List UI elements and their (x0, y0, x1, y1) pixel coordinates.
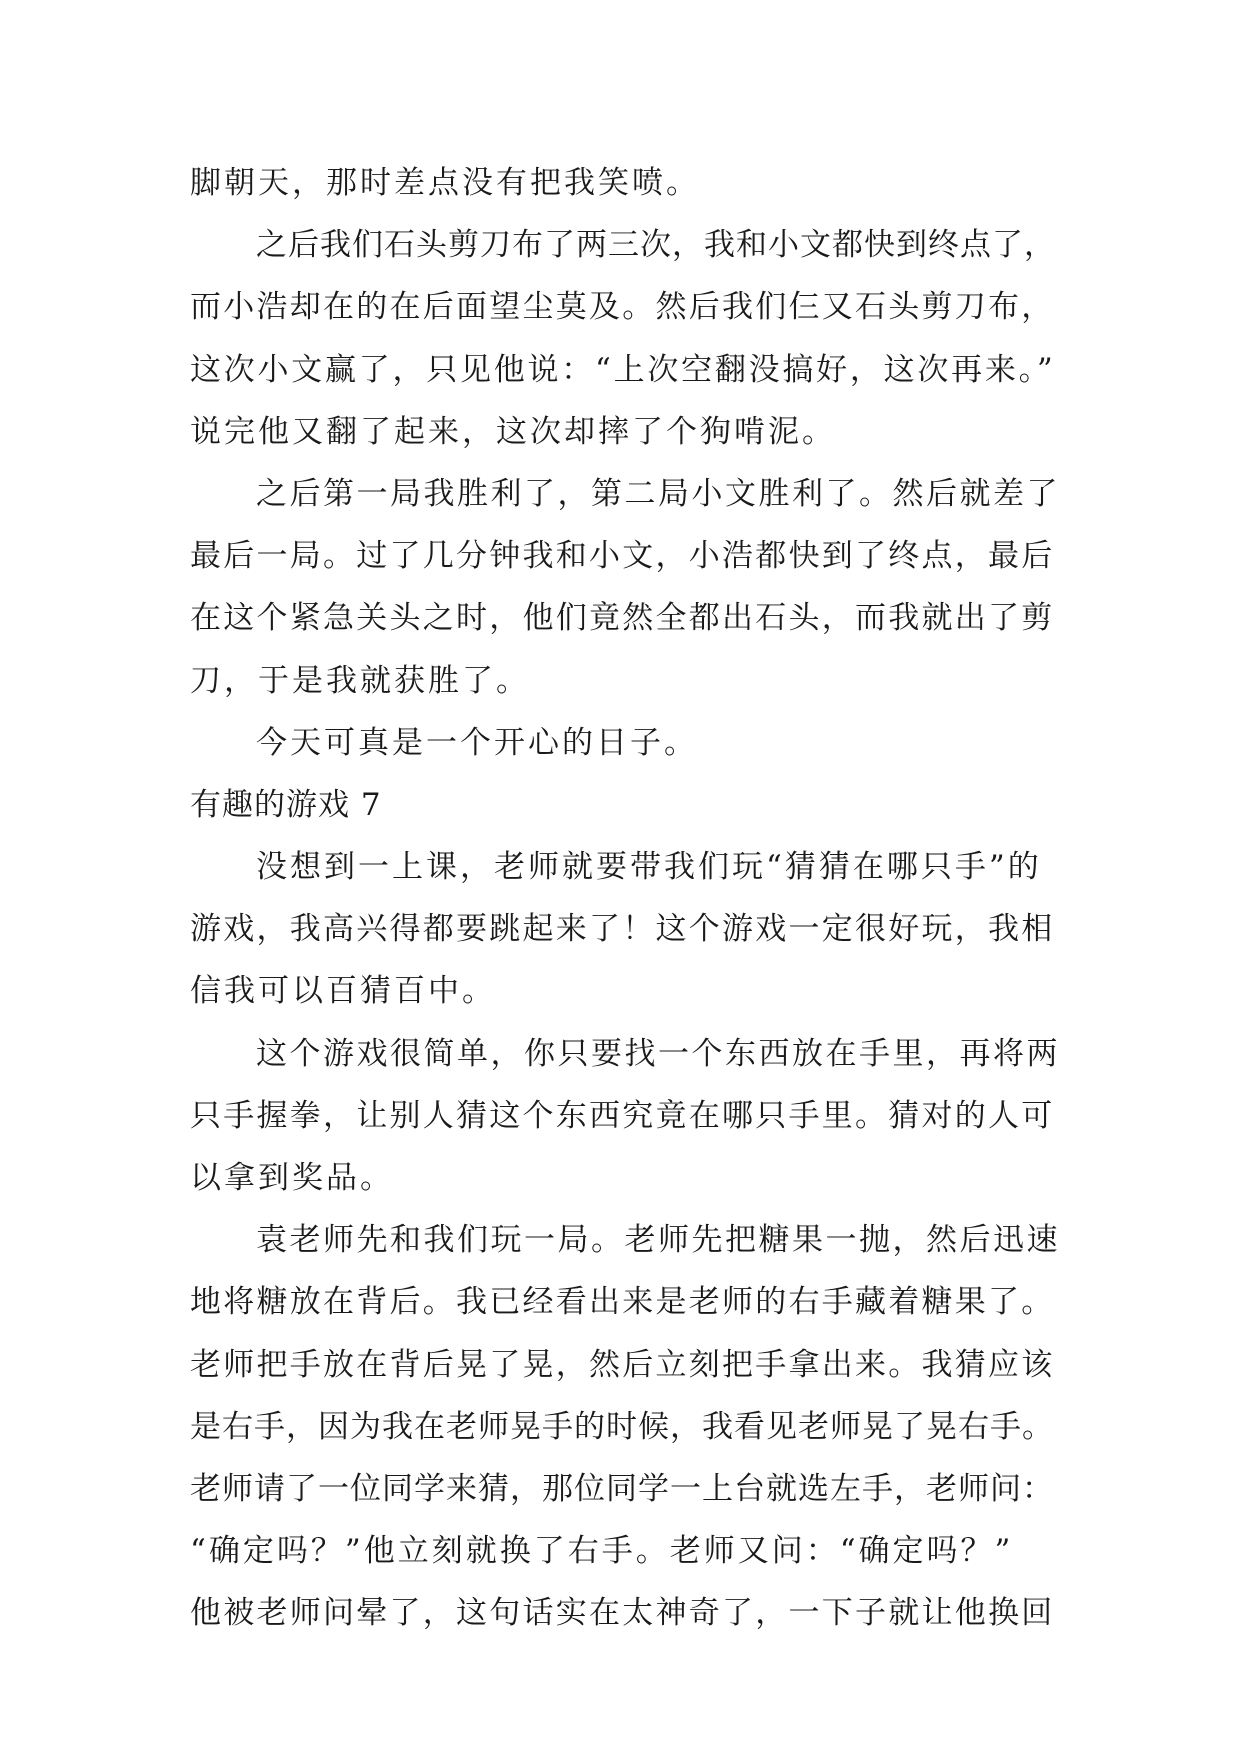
text-line-15: 这个游戏很简单，你只要找一个东西放在手里，再将两 (256, 1035, 1060, 1072)
text-line-8: 在这个紧急关头之时，他们竟然全都出石头，而我就出了剪 (190, 600, 1055, 637)
text-line-13: 游戏，我高兴得都要跳起来了！这个游戏一定很好玩，我相 (190, 911, 1055, 948)
text-line-16: 只手握拳，让别人猜这个东西究竟在哪只手里。猜对的人可 (190, 1097, 1055, 1134)
text-line-24: 他被老师问晕了，这句话实在太神奇了，一下子就让他换回 (190, 1595, 1055, 1632)
text-line-21: 是右手，因为我在老师晃手的时候，我看见老师晃了晃右手。 (190, 1408, 1054, 1445)
text-line-1: 脚朝天，那时差点没有把我笑喷。 (190, 165, 700, 201)
text-line-19: 地将糖放在背后。我已经看出来是老师的右手藏着糖果了。 (190, 1284, 1055, 1321)
document-body (190, 152, 1060, 1645)
text-line-18: 袁老师先和我们玩一局。老师先把糖果一抛，然后迅速 (256, 1222, 1060, 1259)
text-line-5: 说完他又翻了起来，这次却摔了个狗啃泥。 (190, 413, 836, 450)
text-line-10: 今天可真是一个开心的日子。 (256, 724, 698, 761)
text-line-20: 老师把手放在背后晃了晃，然后立刻把手拿出来。我猜应该 (190, 1346, 1055, 1383)
text-line-17: 以拿到奖品。 (190, 1160, 394, 1196)
text-line-2: 之后我们石头剪刀布了两三次，我和小文都快到终点了， (256, 227, 1056, 264)
text-line-3: 而小浩却在的在后面望尘莫及。然后我们仨又石头剪刀布， (190, 289, 1055, 326)
text-line-7: 最后一局。过了几分钟我和小文，小浩都快到了终点，最后 (190, 538, 1055, 575)
text-line-14: 信我可以百猜百中。 (190, 973, 496, 1010)
text-line-6: 之后第一局我胜利了，第二局小文胜利了。然后就差了 (256, 475, 1060, 512)
text-line-12: 没想到一上课，老师就要带我们玩“猜猜在哪只手”的 (256, 849, 1042, 886)
text-line-9: 刀，于是我就获胜了。 (190, 662, 530, 699)
text-line-23: “确定吗？”他立刻就换了右手。老师又问：“确定吗？” (190, 1533, 1014, 1570)
text-line-22: 老师请了一位同学来猜，那位同学一上台就选左手，老师问： (190, 1470, 1054, 1507)
text-line-4: 这次小文赢了，只见他说：“上次空翻没搞好，这次再来。” (190, 351, 1056, 388)
section-heading: 有趣的游戏 7 (190, 786, 382, 823)
